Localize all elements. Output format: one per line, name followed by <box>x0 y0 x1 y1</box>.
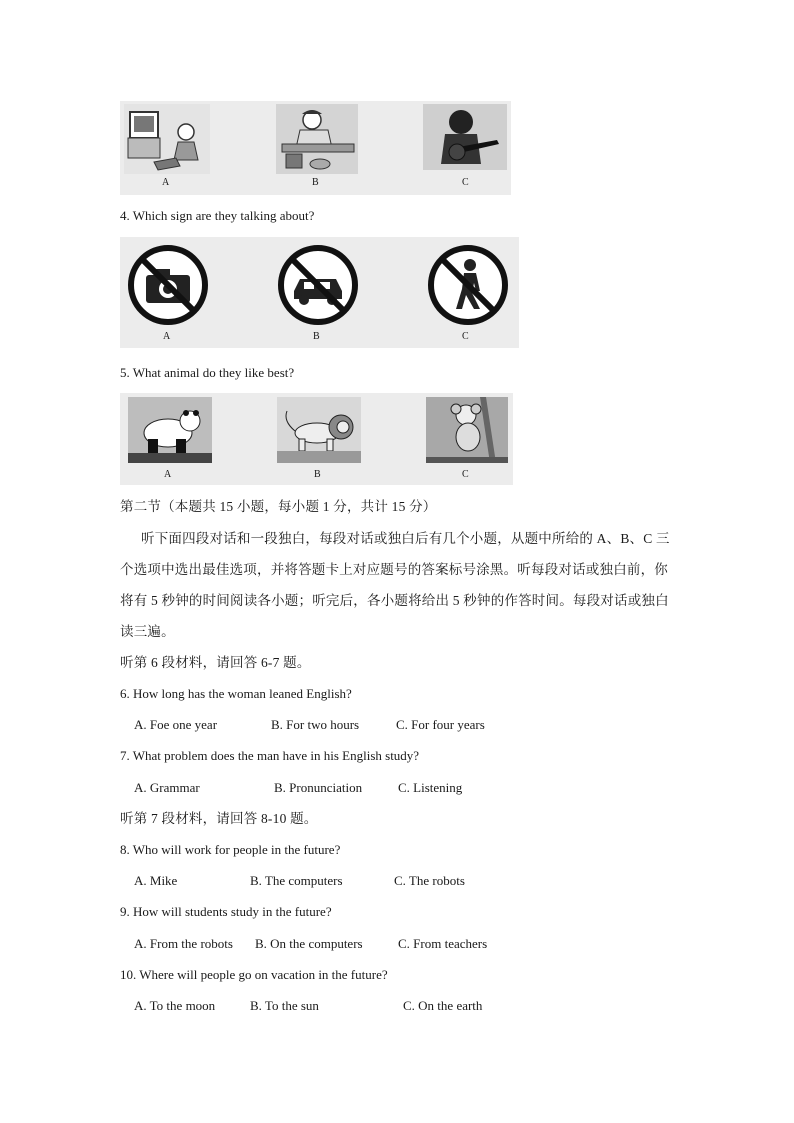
section2-heading: 第二节（本题共 15 小题，每小题 1 分，共计 15 分） <box>120 499 437 514</box>
q5-option-b-label: B <box>314 469 321 480</box>
q3-option-a-label: A <box>162 177 170 188</box>
q9-option-b: B. On the computers <box>255 936 363 951</box>
q10-stem: 10. Where will people go on vacation in the future? <box>120 967 388 982</box>
q8-option-a: A. Mike <box>134 873 178 888</box>
no-walking-sign-icon <box>426 243 510 327</box>
man-at-desk-image <box>276 104 358 174</box>
section2-instruction-line-1: 听下面四段对话和一段独白，每段对话或独白后有几个小题，从题中所给的 A、B、C 三 <box>141 531 670 546</box>
q9-option-a: A. From the robots <box>134 936 233 951</box>
q9-option-c: C. From teachers <box>398 936 488 951</box>
q5-option-a-label: A <box>164 469 172 480</box>
q10-option-c: C. On the earth <box>403 998 483 1013</box>
section2-instruction-line-2: 个选项中选出最佳选项，并将答题卡上对应题号的答案标号涂黑。听每段对话或独白前，你 <box>120 562 668 577</box>
section2-instruction-line-4: 读三遍。 <box>120 624 175 639</box>
q3-option-b-label: B <box>312 177 319 188</box>
q5-question: 5. What animal do they like best? <box>120 365 295 380</box>
q6-option-c: C. For four years <box>396 717 485 732</box>
q5-option-c-label: C <box>462 469 469 480</box>
panda-image <box>128 397 212 463</box>
lion-image <box>277 397 361 463</box>
q9-stem: 9. How will students study in the future? <box>120 904 332 919</box>
group7-heading: 听第 7 段材料，请回答 8-10 题。 <box>120 811 318 826</box>
boy-watching-tv-image <box>124 104 210 174</box>
q7-option-a: A. Grammar <box>134 780 200 795</box>
q8-option-c: C. The robots <box>394 873 465 888</box>
q4-option-b-label: B <box>313 331 320 342</box>
group6-heading: 听第 6 段材料，请回答 6-7 题。 <box>120 655 311 670</box>
q10-option-b: B. To the sun <box>250 998 319 1013</box>
guitar-player-image <box>423 104 507 170</box>
q7-stem: 7. What problem does the man have in his English study? <box>120 748 420 763</box>
section2-instruction-line-3: 将有 5 秒钟的时间阅读各小题；听完后，各小题将给出 5 秒钟的作答时间。每段对话或独白 <box>120 593 669 608</box>
q8-option-b: B. The computers <box>250 873 343 888</box>
q6-option-a: A. Foe one year <box>134 717 218 732</box>
no-cars-sign-icon <box>276 243 360 327</box>
q8-stem: 8. Who will work for people in the future? <box>120 842 341 857</box>
q4-option-c-label: C <box>462 331 469 342</box>
q4-question: 4. Which sign are they talking about? <box>120 208 315 223</box>
no-camera-sign-icon <box>126 243 210 327</box>
q3-option-c-label: C <box>462 177 469 188</box>
q7-option-c: C. Listening <box>398 780 463 795</box>
q3-picture-strip <box>120 101 511 195</box>
q4-picture-strip <box>120 237 519 348</box>
q6-option-b: B. For two hours <box>271 717 360 732</box>
q6-stem: 6. How long has the woman leaned English? <box>120 686 352 701</box>
q7-option-b: B. Pronunciation <box>274 780 363 795</box>
q4-option-a-label: A <box>163 331 171 342</box>
q10-option-a: A. To the moon <box>134 998 216 1013</box>
koala-image <box>426 397 508 463</box>
q5-picture-strip <box>120 393 513 485</box>
